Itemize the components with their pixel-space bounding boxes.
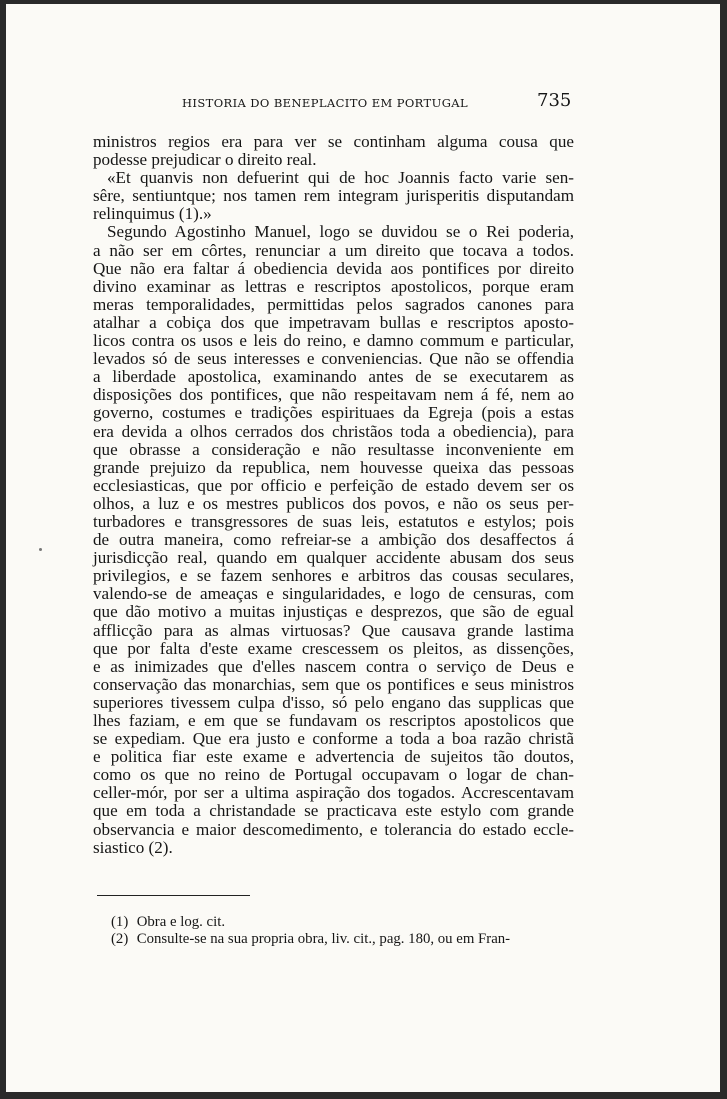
text-line: governo, costumes e tradições espirituaes da Egreja (pois a estas [93, 403, 574, 423]
text-line: que obrasse a consideração e não resultasse inconveniente em [93, 439, 574, 459]
text-line: Segundo Agostinho Manuel, logo se duvidou se o Rei poderia, [107, 222, 574, 242]
footnote [111, 914, 510, 931]
text-line: sêre, sentiuntque; nos tamen rem integram jurisperitis disputandam [93, 186, 574, 206]
footnote [111, 931, 510, 948]
document-page [6, 4, 720, 1092]
page-number: 735 [537, 90, 572, 111]
text-line: observancia e maior descomedimento, e tolerancia do estado eccle- [93, 819, 574, 839]
text-line: de outra maneira, como refreiar-se a ambição dos desaffectos á [93, 530, 574, 550]
text-line: ecclesiasticas, que por officio e perfeição de estado devem ser os [93, 475, 574, 495]
text-line: que em toda a christandade se practicava este estylo com grande [93, 801, 574, 821]
text-line: conservação das monarchias, sem que os pontifices e seus ministros [93, 674, 574, 694]
text-line: a não ser em côrtes, renunciar a um direito que tocava a todos. [93, 240, 574, 260]
footnote-number: (1) [111, 914, 129, 930]
text-line: se expediam. Que era justo e conforme a toda a boa razão christã [93, 729, 574, 749]
text-line: «Et quanvis non defuerint qui de hoc Joannis facto varie sen- [107, 168, 574, 188]
footnote-text: Consulte-se na sua propria obra, liv. cit., pag. 180, ou em Fran- [136, 931, 511, 947]
text-line: era devida a olhos cerrados dos christãos toda a obediencia), para [93, 421, 574, 441]
text-line: valendo-se de ameaças e singularidades, e logo de censuras, com [93, 584, 574, 604]
text-line: privilegios, e se fazem senhores e arbitros das cousas seculares, [93, 566, 574, 586]
text-line: meras temporalidades, permittidas pelos sagrados canones para [93, 294, 574, 314]
text-line: superiores tivessem culpa d'isso, só pelo engano das supplicas que [93, 692, 574, 712]
text-line: grande prejuizo da republica, nem houvesse queixa das pessoas [93, 457, 574, 477]
text-line: e politica fiar este exame e advertencia de sujeitos tão doutos, [93, 747, 574, 767]
text-line: atalhar a cobiça dos que impetravam bullas e rescriptos aposto- [93, 312, 574, 332]
text-line: Que não era faltar á obediencia devida aos pontifices por direito [93, 258, 574, 278]
text-line: divino examinar as lettras e rescriptos apostolicos, porque eram [93, 276, 574, 296]
footnotes [111, 914, 510, 948]
text-line: podesse prejudicar o direito real. [93, 150, 317, 170]
text-line: e as inimizades que d'elles nascem contra o serviço de Deus e [93, 656, 574, 676]
text-line: licos contra os usos e leis do reino, e damno commum e particular, [93, 331, 574, 351]
text-line: que dão motivo a muitas injustiças e desprezos, que são de egual [93, 602, 574, 622]
text-line: celler-mór, por ser a ultima aspiração dos togados. Accrescentavam [93, 783, 574, 803]
text-line: siastico (2). [93, 837, 173, 857]
body-text [93, 133, 574, 857]
text-line: lhes faziam, e em que se fundavam os rescriptos apostolicos que [93, 711, 574, 730]
text-line: relinquimus (1).» [93, 204, 212, 224]
text-line: afflicção para as almas virtuosas? Que causava grande lastima [93, 620, 574, 640]
paper-speck [39, 548, 42, 551]
footnote-text: Obra e log. cit. [136, 914, 226, 930]
text-line: levados só de seus interesses e conveniencias. Que não se offendia [93, 349, 574, 369]
footnote-number: (2) [111, 931, 129, 947]
footnote-divider [97, 895, 250, 896]
text-line: que por falta d'este exame crescessem os pleitos, as dissenções, [93, 638, 574, 658]
text-line: jurisdicção real, quando em qualquer accidente abusam dos seus [93, 548, 574, 568]
text-line: turbadores e transgressores de suas leis, estatutos e estylos; pois [93, 511, 574, 531]
text-line: olhos, a luz e os mestres publicos dos povos, e não os seus per- [93, 493, 574, 513]
text-line: a liberdade apostolica, examinando antes de se executarem as [93, 367, 574, 387]
text-line: ministros regios era para ver se continham alguma cousa que [93, 132, 574, 151]
running-header: HISTORIA DO BENEPLACITO EM PORTUGAL [182, 96, 469, 110]
text-line: como os que no reino de Portugal occupavam o logar de chan- [93, 765, 574, 785]
text-line: disposições dos pontifices, que não respeitavam nem á fé, nem ao [93, 385, 574, 405]
